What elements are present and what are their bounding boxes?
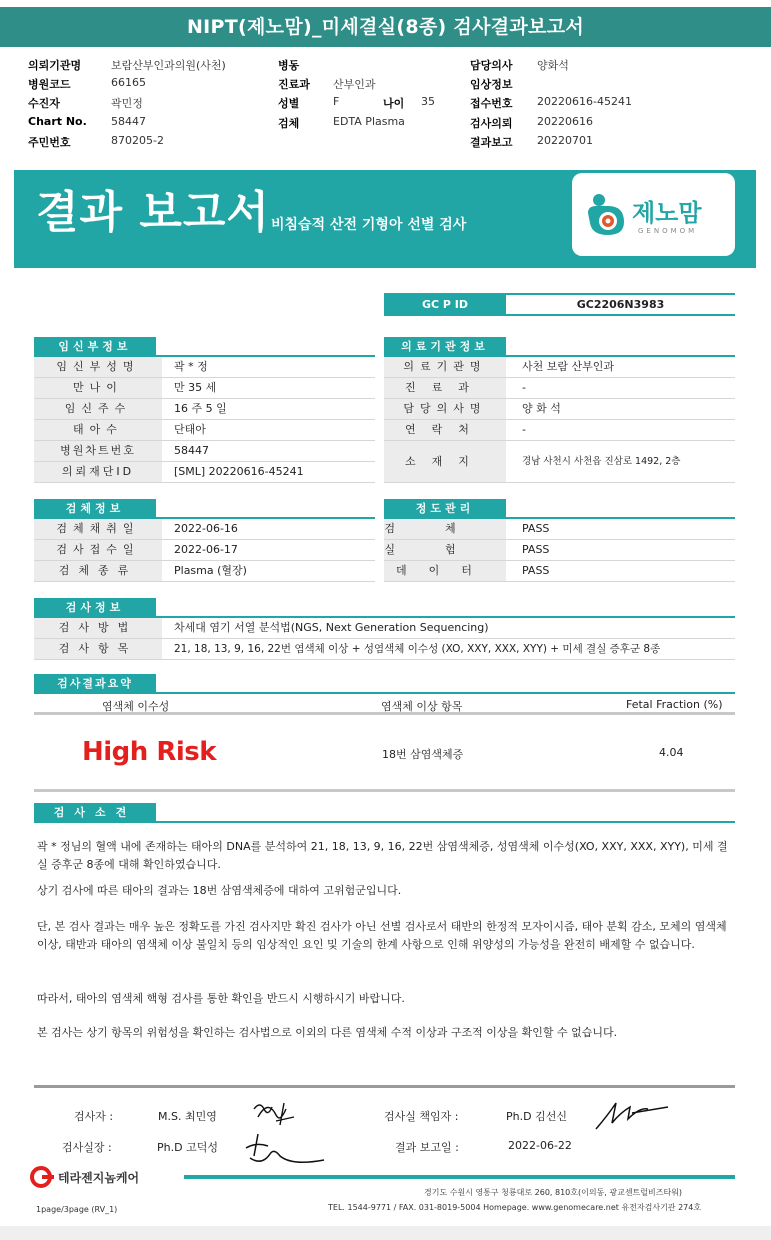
request-label: 검사의뢰 — [470, 117, 513, 130]
age-value: 35 — [421, 95, 435, 108]
table-row — [34, 420, 375, 441]
lab-head-label: 검사실장 : — [62, 1141, 112, 1154]
risk-result: High Risk — [82, 737, 217, 767]
table-row — [34, 378, 375, 399]
fetal-fraction-value: 4.04 — [659, 746, 684, 759]
row-value: 21, 18, 13, 9, 16, 22번 염색체 이상 + 성염색체 이수성 (XO, XXY, XXX, XYY) + 미세 결실 증후군 8종 — [174, 643, 661, 655]
table-row — [34, 519, 375, 540]
lab-head-name: Ph.D 고덕성 — [157, 1141, 218, 1154]
patient-label: 수진자 — [28, 97, 60, 110]
row-value: 경남 사천시 사천읍 진삼로 1492, 2층 — [522, 456, 681, 467]
banner-title: 결과 보고서 — [36, 187, 270, 238]
patient-value: 곽민정 — [111, 97, 143, 110]
col-fetal-fraction: Fetal Fraction (%) — [626, 698, 723, 711]
footer-address: 경기도 수원시 영통구 청룡대로 260, 810호(이의동, 광교센트럴비즈타워) — [424, 1188, 683, 1197]
row-key: 검체 — [384, 519, 506, 539]
row-value: 58447 — [174, 444, 209, 457]
col-aneuploidy: 염색체 이수성 — [102, 700, 170, 713]
row-key: 임신부성명 — [34, 357, 162, 377]
sex-label: 성별 — [278, 97, 300, 110]
tester-signature-icon — [250, 1095, 300, 1129]
findings-heading-line — [34, 821, 735, 823]
result-banner — [14, 170, 756, 268]
table-row — [34, 399, 375, 420]
row-value: 2022-06-17 — [174, 543, 238, 556]
footer-contact: TEL. 1544-9771 / FAX. 031-8019-5004 Homepage. www.genomecare.net 유전자검사기관 274호 — [328, 1203, 702, 1212]
summary-heading-line — [34, 692, 735, 694]
row-key: 검사접수일 — [34, 540, 162, 560]
dept-label: 진료과 — [278, 78, 310, 91]
specimen-label: 검체 — [278, 117, 300, 130]
summary-columns — [34, 695, 735, 715]
finding-paragraph: 단, 본 검사 결과는 매우 높은 정확도를 가진 검사지만 확진 검사가 아닌 선별 검사로서 태반의 한정적 모자이시즘, 태아 분획 감소, 모체의 염색체 이상, 태반과 태아의 염색체 이상 불일치 등의 임상적인 요인 및 기술의 한계 사항으로 인해 위양성의 가능성을 완전히 배제할 수 없습니다. — [37, 920, 727, 951]
table-row — [34, 639, 735, 660]
ward-label: 병동 — [278, 59, 300, 72]
report-date-value: 2022-06-22 — [508, 1139, 572, 1152]
row-key: 실험 — [384, 540, 506, 560]
doctor-value: 양화석 — [537, 59, 569, 72]
table-row — [384, 378, 735, 399]
footer-line — [184, 1175, 735, 1179]
table-row — [384, 561, 735, 582]
specimen-value: EDTA Plasma — [333, 115, 405, 128]
table-row — [34, 462, 375, 483]
row-key: 소재지 — [384, 441, 506, 482]
patient-header — [0, 55, 771, 150]
row-value: 곽 * 정 — [174, 360, 208, 373]
test-info-heading: 검사정보 — [34, 598, 156, 618]
finding-paragraph: 따라서, 태아의 염색체 핵형 검사를 통한 확인을 반드시 시행하시기 바랍니다. — [37, 992, 405, 1005]
table-row — [34, 618, 735, 639]
row-value: - — [522, 423, 526, 436]
tester-name: M.S. 최민영 — [158, 1110, 217, 1123]
report-label: 결과보고 — [470, 136, 513, 149]
gcp-value: GC2206N3983 — [576, 298, 665, 311]
row-key: 검체채취일 — [34, 519, 162, 539]
qc-heading: 정도관리 — [384, 499, 506, 519]
page-number: 1page/3page (RV_1) — [36, 1205, 118, 1214]
row-key: 검사항목 — [34, 639, 162, 659]
code-label: 병원코드 — [28, 78, 71, 91]
report-title: NIPT(제노맘)_미세결실(8종) 검사결과보고서 — [0, 7, 771, 47]
resp-signature-icon — [590, 1093, 672, 1135]
row-key: 진료과 — [384, 378, 506, 398]
rrn-value: 870205-2 — [111, 134, 164, 147]
specimen-heading: 검체정보 — [34, 499, 156, 519]
lab-head-signature-icon — [240, 1130, 328, 1170]
row-key: 의료기관명 — [384, 357, 506, 377]
row-key: 임신주수 — [34, 399, 162, 419]
row-key: 데이터 — [384, 561, 506, 581]
col-abnormal-item: 염색체 이상 항목 — [381, 700, 463, 713]
receipt-value: 20220616-45241 — [537, 95, 632, 108]
row-key: 검사방법 — [34, 618, 162, 638]
table-row — [384, 519, 735, 540]
code-value: 66165 — [111, 76, 146, 89]
row-value: 차세대 염기 서열 분석법(NGS, Next Generation Sequencing) — [174, 621, 489, 634]
summary-heading: 검사결과요약 — [34, 674, 156, 694]
company-name: 테라젠지놈케어 — [58, 1171, 140, 1185]
finding-paragraph: 본 검사는 상기 항목의 위험성을 확인하는 검사법으로 이외의 다른 염색체 수적 이상과 구조적 이상을 확인할 수 없습니다. — [37, 1026, 618, 1039]
gcp-label: GC P ID — [384, 295, 506, 314]
table-row — [34, 441, 375, 462]
chart-value: 58447 — [111, 115, 146, 128]
report-date-label: 결과 보고일 : — [395, 1141, 459, 1154]
banner-subtitle: 비침습적 산전 기형아 선별 검사 — [271, 217, 467, 233]
row-value: PASS — [522, 543, 550, 556]
table-row — [384, 441, 735, 483]
row-key: 만나이 — [34, 378, 162, 398]
row-key: 태아수 — [34, 420, 162, 440]
institution-heading: 의료기관정보 — [384, 337, 506, 357]
hospital-value: 보람산부인과의원(사천) — [111, 59, 226, 72]
row-key: 의뢰재단ID — [34, 462, 162, 482]
receipt-label: 접수번호 — [470, 97, 513, 110]
row-key: 병원차트번호 — [34, 441, 162, 461]
table-row — [384, 357, 735, 378]
genomom-mark-icon — [584, 191, 628, 237]
row-value: 사천 보람 산부인과 — [522, 360, 615, 373]
table-row — [384, 420, 735, 441]
rrn-label: 주민번호 — [28, 136, 71, 149]
row-value: Plasma (혈장) — [174, 564, 247, 577]
gcp-id-box — [384, 293, 735, 316]
row-value: [SML] 20220616-45241 — [174, 465, 304, 478]
signature-divider — [34, 1085, 735, 1088]
row-value: 양 화 석 — [522, 402, 561, 415]
genomom-logo — [572, 173, 735, 256]
hospital-label: 의뢰기관명 — [28, 59, 82, 72]
logo-name: 제노맘 — [632, 199, 702, 227]
table-row — [384, 399, 735, 420]
row-value: 16 주 5 일 — [174, 402, 227, 415]
pregnant-heading: 임신부정보 — [34, 337, 156, 357]
sex-value: F — [333, 95, 340, 108]
finding-paragraph: 상기 검사에 따른 태아의 결과는 18번 삼염색체증에 대하여 고위험군입니다. — [37, 884, 402, 897]
request-value: 20220616 — [537, 115, 593, 128]
report-value: 20220701 — [537, 134, 593, 147]
table-row — [34, 561, 375, 582]
logo-eng: GENOMOM — [638, 227, 698, 235]
row-value: PASS — [522, 522, 550, 535]
abnormal-item-value: 18번 삼염색체증 — [382, 748, 464, 761]
age-label: 나이 — [383, 97, 405, 110]
table-row — [34, 357, 375, 378]
row-value: 만 35 세 — [174, 381, 217, 394]
clinical-label: 임상정보 — [470, 78, 513, 91]
doctor-label: 담당의사 — [470, 59, 513, 72]
company-mark-icon — [30, 1166, 56, 1188]
row-value: - — [522, 381, 526, 394]
resp-name: Ph.D 김선신 — [506, 1110, 567, 1123]
table-row — [34, 540, 375, 561]
row-key: 연락처 — [384, 420, 506, 440]
dept-value: 산부인과 — [333, 78, 376, 91]
findings-heading: 검사소견 — [34, 803, 156, 823]
tester-label: 검사자 : — [74, 1110, 114, 1123]
summary-bottom-line — [34, 789, 735, 792]
row-value: 단태아 — [174, 423, 206, 436]
footer-bar — [0, 1226, 771, 1240]
table-row — [384, 540, 735, 561]
resp-label: 검사실 책임자 : — [384, 1110, 459, 1123]
row-key: 담당의사명 — [384, 399, 506, 419]
row-key: 검체종류 — [34, 561, 162, 581]
chart-label: Chart No. — [28, 115, 87, 128]
row-value: PASS — [522, 564, 550, 577]
row-value: 2022-06-16 — [174, 522, 238, 535]
finding-paragraph: 곽 * 정님의 혈액 내에 존재하는 태아의 DNA를 분석하여 21, 18, 13, 9, 16, 22번 삼염색체증, 성염색체 이수성(XO, XXY, XXX, XYY), 미세 결실 증후군 8종에 대해 확인하였습니다. — [37, 840, 728, 871]
